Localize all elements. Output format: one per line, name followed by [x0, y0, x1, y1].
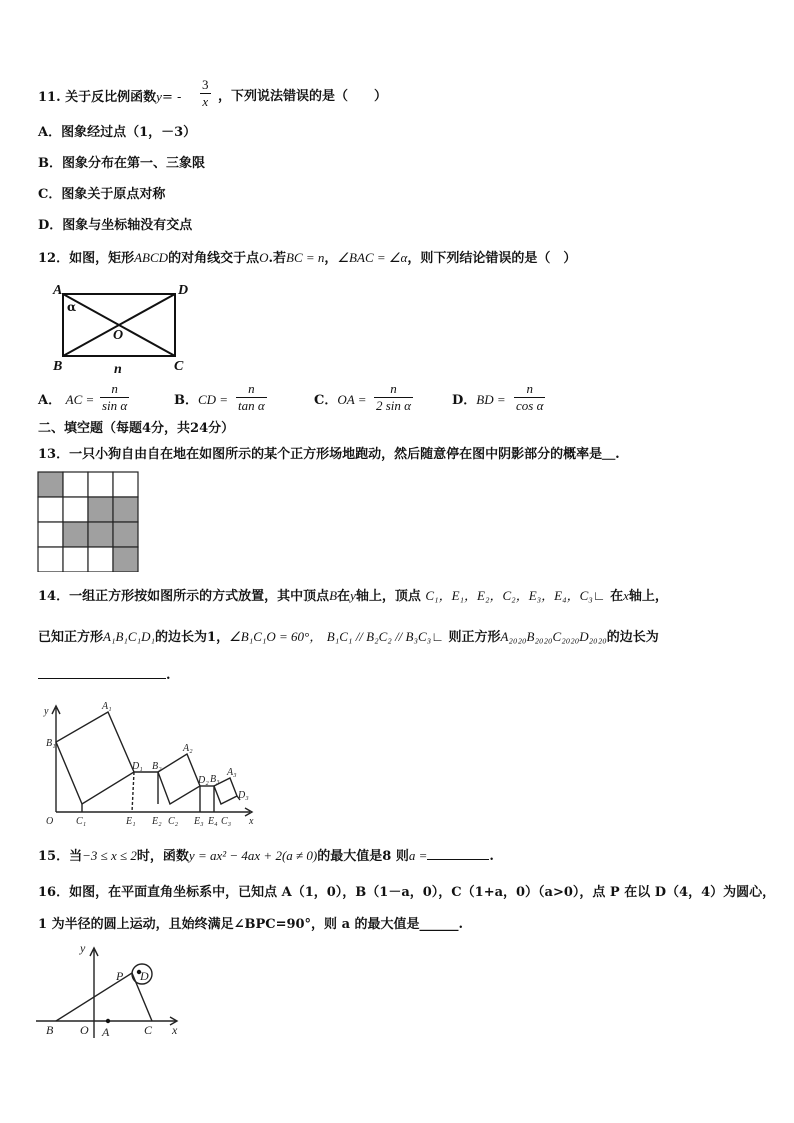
q12-option-d-fraction: $\frac{n}{\text{cos α}}$ — [516, 381, 544, 413]
label-d2: D₂ — [198, 775, 209, 786]
q11-fraction: $\frac{3}{x}$ — [202, 77, 209, 109]
grid-cell-shaded — [113, 547, 138, 572]
q12-option-b: B．CD = — [174, 392, 229, 408]
label-c: C — [144, 1023, 153, 1037]
label-b2: B₂ — [152, 761, 162, 772]
grid-cell-shaded — [88, 522, 113, 547]
grid-cell-shaded — [113, 522, 138, 547]
grid-cell — [63, 472, 88, 497]
label-b1: B₁ — [46, 738, 56, 749]
q11-option-b: B．图象分布在第一、三象限 — [38, 156, 205, 171]
grid-cell — [38, 547, 63, 572]
label-x: x — [172, 1023, 178, 1037]
q12-option-c-fraction: $\frac{n}{\text{2 sin α}}$ — [376, 381, 411, 413]
q12-stem: 12．如图，矩形ABCD的对角线交于点O.若BC = n，∠BAC = ∠α，则下列结论错误的是（ ） — [38, 250, 577, 266]
grid-cell — [88, 547, 113, 572]
label-y: y — [80, 941, 86, 955]
q11-option-c: C．图象关于原点对称 — [38, 187, 166, 202]
q11-option-d: D．图象与坐标轴没有交点 — [38, 218, 193, 233]
label-c1: C₁ — [76, 816, 87, 827]
q12-option-a-fraction: $\frac{n}{\text{sin α}}$ — [102, 381, 128, 413]
q15-stem: 15．当−3 ≤ x ≤ 2时，函数y = ax² − 4ax + 2(a ≠ 0)的最大值是8 则a = . — [38, 848, 494, 864]
grid-cell — [38, 497, 63, 522]
grid-cell — [38, 522, 63, 547]
d1-e1-dashed — [132, 772, 134, 812]
q14-squares-figure — [40, 700, 260, 828]
label-d: D — [140, 969, 149, 983]
label-c2: C₂ — [168, 816, 179, 827]
q12-option-c: C．OA = — [314, 392, 367, 408]
q16-line-2: 1 为半径的圆上运动，且始终满足∠BPC=90°，则 a 的最大值是______. — [38, 917, 464, 932]
label-e3: E₃ — [194, 816, 204, 827]
label-x: x — [249, 816, 254, 827]
label-n: n — [114, 362, 122, 376]
grid-cell-shaded — [113, 497, 138, 522]
q16-line-1: 16．如图，在平面直角坐标系中，已知点 A（1，0），B（1－a，0），C（1+a，0）（a>0），点 P 在以 D（4，4）为圆心， — [38, 885, 776, 900]
q12-option-a: A． AC = — [38, 392, 95, 408]
square-2 — [158, 754, 200, 804]
label-o: O — [113, 328, 124, 343]
grid-cell-shaded — [88, 497, 113, 522]
label-y: y — [44, 706, 49, 717]
label-c3: C₃ — [221, 816, 232, 827]
square-1 — [56, 712, 134, 804]
label-d1: D₁ — [132, 761, 143, 772]
label-e4: E₄ — [208, 816, 218, 827]
q14-answer-line: . — [38, 668, 171, 684]
label-a: A — [102, 1025, 110, 1039]
label-b: B — [53, 359, 63, 374]
q14-line-1: 14．一组正方形按如图所示的方式放置，其中顶点B在y轴上，顶点 C₁，E₁，E₂，C₂，E₃，E₄，C₃∟ 在x轴上， — [38, 588, 668, 604]
grid-cell — [88, 472, 113, 497]
q11-option-a: A．图象经过点（1，－3） — [38, 125, 197, 140]
label-a2: A₂ — [183, 743, 193, 754]
label-d: D — [178, 283, 189, 298]
grid-cell-shaded — [38, 472, 63, 497]
grid-cell — [113, 472, 138, 497]
label-p: P — [116, 969, 124, 983]
label-c: C — [174, 359, 184, 374]
q14-line-2: 已知正方形A₁B₁C₁D₁的边长为1，∠B₁C₁O = 60°， B₁C₁ // B₂C₂ // B₃C₃∟ 则正方形A₂₀₂₀B₂₀₂₀C₂₀₂₀D₂₀₂₀的边长为 — [38, 629, 659, 645]
q11-stem-end: ，下列说法错误的是（ ） — [218, 89, 388, 104]
section-2-heading: 二、填空题（每题4分，共24分） — [38, 421, 235, 436]
label-a3: A₃ — [227, 767, 237, 778]
grid-cell-shaded — [63, 522, 88, 547]
label-o: O — [46, 816, 54, 827]
label-alpha: α — [67, 300, 77, 314]
label-o: O — [80, 1023, 89, 1037]
q12-option-b-fraction: $\frac{n}{\text{tan α}}$ — [238, 381, 265, 413]
label-a1: A₁ — [102, 701, 112, 712]
q11-stem: 11. 关于反比例函数y= - — [38, 89, 182, 105]
label-d3: D₃ — [238, 790, 249, 801]
grid-cell — [63, 547, 88, 572]
grid-cell — [63, 497, 88, 522]
label-a: A — [53, 283, 63, 298]
q16-coordinate-figure — [36, 938, 186, 1040]
label-b3: B₃ — [210, 774, 220, 785]
point-a-dot — [106, 1019, 110, 1023]
q12-option-d: D．BD = — [452, 392, 506, 408]
q13-stem: 13．一只小狗自由自在地在如图所示的某个正方形场地跑动，然后随意停在图中阴影部分的概率是＿. — [38, 447, 620, 462]
q13-grid-figure — [37, 471, 139, 572]
label-e2: E₂ — [152, 816, 162, 827]
label-e1: E₁ — [126, 816, 136, 827]
q12-rectangle-figure — [48, 280, 198, 376]
label-b: B — [46, 1023, 54, 1037]
